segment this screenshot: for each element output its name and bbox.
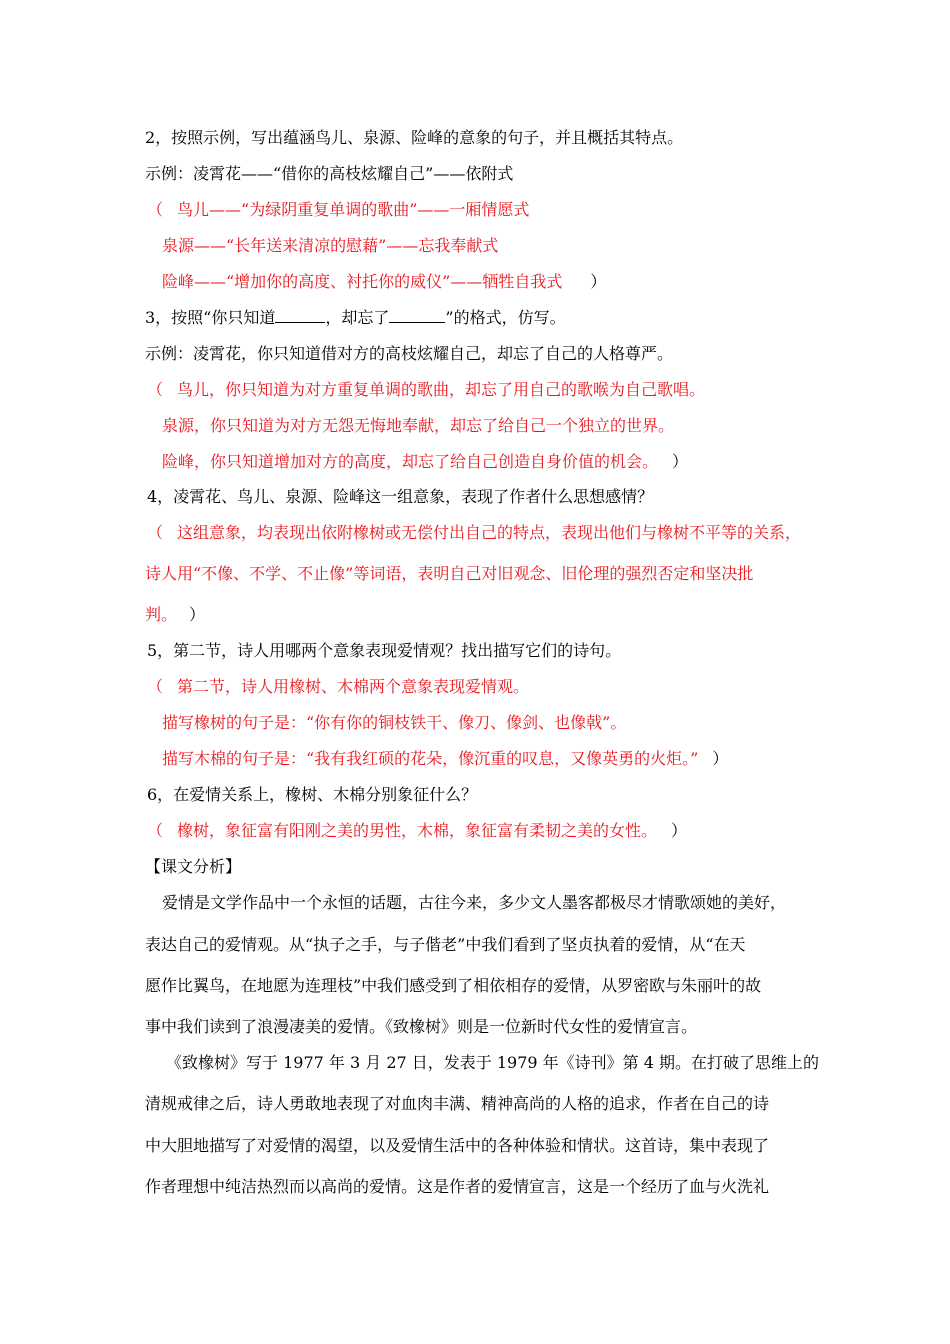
- close-paren: ）: [671, 821, 688, 840]
- paragraph-2-line-4: 作者理想中纯洁热烈而以高尚的爱情。这是作者的爱情宣言，这是一个经历了血与火洗礼: [145, 1177, 770, 1196]
- open-paren: （: [147, 523, 164, 542]
- prompt-part-1: 3，按照“你只知道: [145, 308, 276, 327]
- answer-text: 这组意象，均表现出依附橡树或无偿付出自己的特点，表现出他们与橡树不平等的关系，: [177, 523, 802, 542]
- question-3-answer-line-1: [147, 380, 705, 400]
- answer-text: 鸟儿，你只知道为对方重复单调的歌曲，却忘了用自己的歌喉为自己歌唱。: [177, 380, 706, 399]
- question-5-answer-line-2: 描写橡树的句子是：“你有你的铜枝铁干、像刀、像剑、也像戟”。: [162, 713, 627, 732]
- answer-text: 鸟儿——“为绿阴重复单调的歌曲”——一厢情愿式: [177, 200, 530, 219]
- question-5-answer-line-3: [162, 749, 728, 769]
- paragraph-2-line-1: 《致橡树》写于 1977 年 3 月 27 日，发表于 1979 年《诗刊》第 4 期。在打破了思维上的: [166, 1053, 820, 1072]
- answer-text: 橡树，象征富有阳刚之美的男性，木棉，象征富有柔韧之美的女性。: [177, 821, 658, 840]
- question-5-prompt: 5，第二节，诗人用哪两个意象表现爱情观？找出描写它们的诗句。: [147, 641, 622, 660]
- question-2-prompt: 2，按照示例，写出蕴涵鸟儿、泉源、险峰的意象的句子，并且概括其特点。: [145, 128, 684, 147]
- question-2-example: 示例：凌霄花——“借你的高枝炫耀自己”——依附式: [145, 164, 514, 183]
- question-3-answer-line-2: 泉源，你只知道为对方无怨无悔地奉献，却忘了给自己一个独立的世界。: [162, 416, 675, 435]
- answer-text: 判。: [145, 605, 178, 624]
- section-heading: 【课文分析】: [145, 857, 242, 876]
- question-4-answer-line-3: [145, 605, 205, 625]
- question-6-prompt: 6，在爱情关系上，橡树、木棉分别象征什么？: [147, 785, 478, 804]
- question-5-answer-line-1: [147, 677, 529, 697]
- paragraph-1-line-4: 事中我们读到了浪漫凄美的爱情。《致橡树》则是一位新时代女性的爱情宣言。: [145, 1017, 698, 1036]
- paragraph-2-line-2: 清规戒律之后，诗人勇敢地表现了对血肉丰满、精神高尚的人格的追求，作者在自己的诗: [145, 1094, 770, 1113]
- close-paren: ）: [712, 749, 729, 768]
- paragraph-1-line-3: 愿作比翼鸟，在地愿为连理枝”中我们感受到了相依相存的爱情，从罗密欧与朱丽叶的故: [145, 976, 762, 995]
- open-paren: （: [147, 821, 164, 840]
- blank-2: [389, 308, 445, 323]
- question-3-prompt: [145, 308, 566, 328]
- question-4-answer-line-2: 诗人用“不像、不学、不止像”等词语，表明自己对旧观念、旧伦理的强烈否定和坚决批: [145, 564, 754, 583]
- open-paren: （: [147, 200, 164, 219]
- question-6-answer-line-1: [147, 821, 687, 841]
- answer-text: 描写木棉的句子是：“我有我红硕的花朵，像沉重的叹息，又像英勇的火炬。”: [162, 749, 699, 768]
- prompt-part-2: ，却忘了: [325, 308, 390, 327]
- answer-text: 第二节，诗人用橡树、木棉两个意象表现爱情观。: [177, 677, 530, 696]
- question-4-answer-line-1: [147, 523, 801, 543]
- open-paren: （: [147, 677, 164, 696]
- question-2-answer-line-3: [162, 272, 606, 292]
- blank-1: [275, 308, 325, 323]
- close-paren: ）: [189, 605, 206, 624]
- answer-text: 险峰——“增加你的高度、衬托你的威仪”——牺牲自我式: [162, 272, 563, 291]
- question-3-example: 示例：凌霄花，你只知道借对方的高枝炫耀自己，却忘了自己的人格尊严。: [145, 344, 674, 363]
- prompt-part-3: ”的格式，仿写。: [445, 308, 566, 327]
- question-4-prompt: 4，凌霄花、鸟儿、泉源、险峰这一组意象，表现了作者什么思想感情？: [147, 487, 654, 506]
- open-paren: （: [147, 380, 164, 399]
- answer-text: 险峰，你只知道增加对方的高度，却忘了给自己创造自身价值的机会。: [162, 452, 659, 471]
- paragraph-2-line-3: 中大胆地描写了对爱情的渴望，以及爱情生活中的各种体验和情状。这首诗，集中表现了: [145, 1136, 770, 1155]
- paragraph-1-line-1: 爱情是文学作品中一个永恒的话题，古往今来，多少文人墨客都极尽才情歌颂她的美好，: [162, 893, 787, 912]
- question-2-answer-line-2: 泉源——“长年送来清凉的慰藉”——忘我奉献式: [162, 236, 499, 255]
- paragraph-1-line-2: 表达自己的爱情观。从“执子之手，与子偕老”中我们看到了坚贞执着的爱情，从“在天: [145, 935, 746, 954]
- question-3-answer-line-3: [162, 452, 688, 472]
- close-paren: ）: [590, 272, 607, 291]
- close-paren: ）: [672, 452, 689, 471]
- question-2-answer-line-1: [147, 200, 529, 220]
